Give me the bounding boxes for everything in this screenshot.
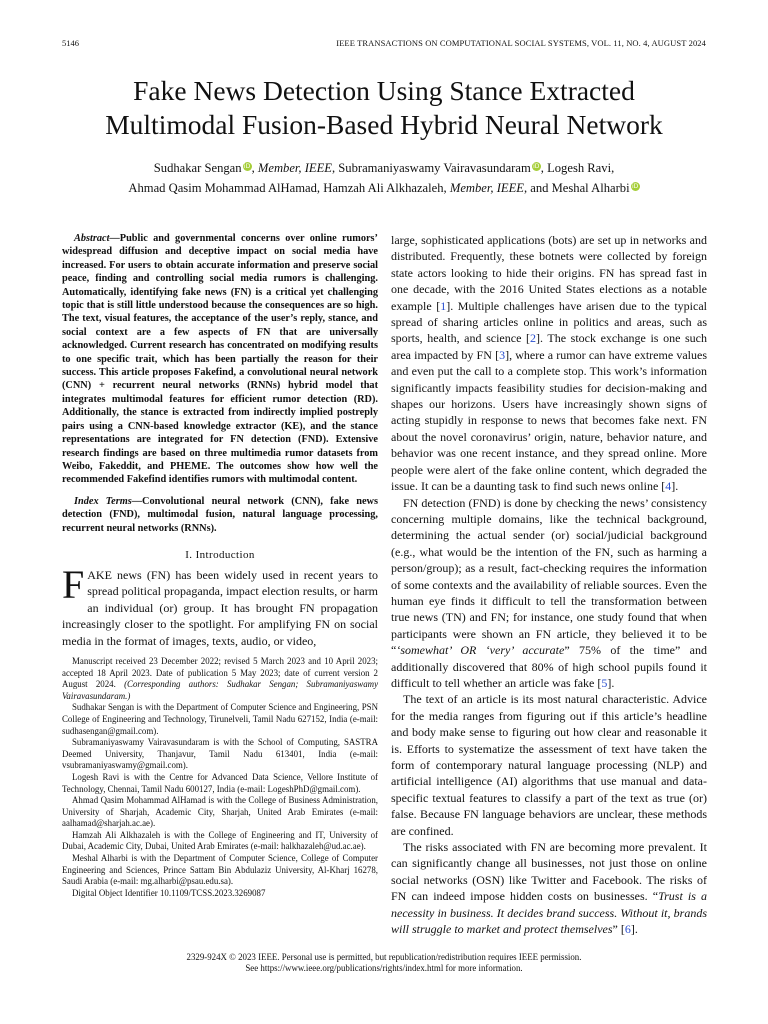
footnote-manuscript: Manuscript received 23 December 2022; revised 5 March 2023 and 10 April 2023; accepted 18 April 2023. Date of publication 5 May 2023; date of current version 2 August 2024. (Corresponding authors: Sudhakar Sengan; Subramaniyaswamy Vairavasundaram.): [62, 655, 379, 701]
footnote-affiliation: Subramaniyaswamy Vairavasundaram is with the School of Computing, SASTRA Deemed University, Thanjavur, Tamil Nadu 613401, India (e-mail: vsubramaniyaswamy@gmail.com).: [62, 737, 378, 771]
author-list: Sudhakar Sengan iD, Member, IEEE, Subramaniyaswamy Vairavasundaram iD, Logesh Ravi, Ahmad Qasim Mohammad AlHamad, Hamzah Ali Alkhazaleh, Member, IEEE, and Meshal Alharbi iD: [128, 161, 639, 195]
footnote-affiliation: Logesh Ravi is with the Centre for Advanced Data Science, Vellore Institute of Technology, Chennai, Tamil Nadu 600127, India (e-mail: LogeshPhD@gmail.com).: [62, 771, 378, 794]
author-name: Logesh Ravi: [547, 161, 612, 175]
copyright-footer: [40, 952, 728, 974]
title-line-1: Fake News Detection Using Stance Extracted: [133, 75, 635, 106]
footnote-affiliation: Hamzah Ali Alkhazaleh is with the College of Engineering and IT, University of Dubai, Academic City, Dubai, United Arab Emirates (e-mail: halkhazaleh@ud.ac.ae).: [62, 829, 378, 852]
intro-text: AKE news (FN) has been widely used in recent years to spread political propaganda, impact election results, or harm an individual (or) group. It has brought FN propagation increasingly closer to the spotlight. For amplifying FN on social media in the format of images, texts, audio, or video,: [62, 567, 378, 648]
footnote-corresponding: (Corresponding authors: Sudhakar Sengan; Subramaniyaswamy Vairavasundaram.): [62, 679, 379, 701]
body-paragraph: The text of an article is its most natural characteristic. Advice for the media ranges from figuring out if this article’s headline and body make sense to figuring out how clear and reasonable it is. Efforts to systematize the assessment of text have taken the form of contemporary natural language processing (NLP) and artificial intelligence (AI) algorithms that use manual and data-specific textual features to classify a part of the text as true (or) false. Because FN language behaviors are unclear, these methods are confined.: [391, 692, 707, 838]
drop-cap: F: [62, 561, 85, 607]
quoted-text: Trust is a necessity in business. It decides brand success. Without it, brands will struggle to market and protect themselves: [391, 889, 707, 937]
author-name: Meshal Alharbi: [551, 181, 630, 195]
author-role: Member, IEEE: [257, 161, 332, 175]
author-conjunction: and: [530, 181, 549, 195]
author-name: Subramaniyaswamy Vairavasundaram: [338, 161, 531, 175]
rights-url-line: See https://www.ieee.org/publications/rights/index.html for more information.: [245, 963, 523, 973]
author-name: Hamzah Ali Alkhazaleh: [323, 181, 444, 195]
footnote-affiliation: Meshal Alharbi is with the Department of Computer Science, College of Computer Engineering and Sciences, Prince Sattam Bin Abdulaziz University, Al-Kharj 16278, Saudi Arabia (e-mail: mg.alharbi@psau.edu.sa).: [62, 853, 378, 887]
left-column: [62, 232, 378, 899]
footnote-affiliation: Sudhakar Sengan is with the Department of Computer Science and Engineering, PSN College of Engineering and Technology, Tirunelveli, Tamil Nadu 627152, India (e-mail: sudhasengan@gmail.com).: [62, 702, 378, 736]
orcid-icon[interactable]: iD: [533, 163, 540, 170]
abstract: [62, 232, 378, 487]
index-terms-label: Index Terms—: [74, 495, 143, 507]
abstract-label: Abstract—: [74, 233, 120, 244]
right-column: [391, 232, 707, 937]
section-heading-introduction: I. Introduction: [185, 548, 255, 561]
author-name: Ahmad Qasim Mohammad AlHamad: [128, 181, 317, 195]
body-paragraph: large, sophisticated applications (bots) are set up in networks and distributed. Frequently, these botnets were collected by foreign state actors looking to hide their origins. FN has spread fast in one decade, with the 2016 United States elections as a notable example [1]. Multiple challenges have arisen due to the typical spread of sharing articles online in politics and areas, such as sports, health, and science [2]. The stock exchange is one such area impacted by FN [3], where a rumor can have extreme values and even put the call to a complete stop. This work’s information significantly impacts feasibility studies for decision-making and shapes our horizons. Users have increasingly shown signs of acting stupidly in response to news that becomes fake next. FN about the novel coronavirus’ origin, nature, behavior nature, and behavior was one recent instance, and they spread online. More people were alert of the fake online content, which degraded the issue. It can be a daunting task to find such news online [4].: [391, 233, 707, 494]
quoted-text: ‘somewhat’ OR ‘very’ accurate: [396, 643, 565, 658]
citation-link[interactable]: 5: [601, 675, 608, 690]
citation-link[interactable]: 4: [665, 479, 672, 494]
orcid-icon[interactable]: iD: [631, 183, 639, 190]
copyright-line: 2329-924X © 2023 IEEE. Personal use is permitted, but republication/redistribution requires IEEE permission.: [186, 952, 582, 962]
index-terms: [62, 495, 378, 535]
paper-title: [40, 74, 728, 142]
intro-paragraph: [62, 561, 378, 649]
footnote-affiliation: Ahmad Qasim Mohammad AlHamad is with the College of Business Administration, University of Sharjah, Academic City, Sharjah, United Arab Emirates (e-mail: aalhamad@sharjah.ac.ae).: [62, 795, 378, 829]
author-role: Member, IEEE: [449, 181, 524, 195]
footnotes: [62, 656, 378, 899]
citation-link[interactable]: 2: [530, 331, 537, 346]
citation-link[interactable]: 3: [499, 347, 506, 362]
citation-link[interactable]: 1: [440, 298, 447, 313]
orcid-icon[interactable]: iD: [243, 163, 251, 170]
citation-link[interactable]: 6: [624, 922, 631, 937]
abstract-text: Public and governmental concerns over online rumors’ widespread diffusion and deceptive impact on social media have increased. For users to obtain accurate information and preserve social peace, finding and controlling social media rumors is challenging. Automatically, identifying fake news (FN) is a critical yet challenging topic that is still little understood because the consequences are so high. The text, visual features, the acceptance of the user’s reply, stance, and social context are a few aspects of FN that are universally acknowledged. Current research has concentrated on modifying results to one specific trait, which has been partially the reason for their success. This article proposes Fakefind, a convolutional neural network (CNN) + recurrent neural networks (RNNs) hybrid model that integrates multimodal features for efficient rumor detection (RD). Additionally, the stance is extracted from indirectly implied postreply pairs using a CNN-based knowledge extractor (KE), and the stance representations are integrated for FN detection (FND). Extensive research findings are based on three multimedia rumor datasets from Weibo, Fakeddit, and PHEME. The outcomes show how well the recommended Fakefind identifies rumors with multimodal content.: [62, 233, 378, 486]
page-number: 5146: [62, 38, 79, 48]
body-paragraph: FN detection (FND) is done by checking the news’ consistency concerning multiple domains, like the technical background, determining the actual sender (or) social/judicial background (e.g., what would be the intention of the FN, such as harming a person/group); as a result, fact-checking requires the information of some contexts and the availability of reliable sources. Even the human eye finds it difficult to tell the transformation between true news (TN) and FN; for instance, one study found that when participants were shown an FN article, they believed it to be “‘somewhat’ OR ‘very’ accurate” 75% of the time” and additionally discovered that 80% of high school pupils found it difficult to tell whether an article was fake [5].: [391, 495, 707, 690]
footnote-doi: Digital Object Identifier 10.1109/TCSS.2023.3269087: [72, 887, 266, 898]
body-paragraph: The risks associated with FN are becoming more prevalent. It can significantly change all businesses, not just those on online social networks (OSN) like Twitter and Facebook. The risks of FN can indeed impose hidden costs on businesses. “Trust is a necessity in business. It decides brand success. Without it, brands will struggle to market and protect themselves” [6].: [391, 840, 707, 937]
running-header: IEEE TRANSACTIONS ON COMPUTATIONAL SOCIAL SYSTEMS, VOL. 11, NO. 4, AUGUST 2024: [336, 38, 706, 48]
title-line-2: Multimodal Fusion-Based Hybrid Neural Network: [105, 109, 663, 140]
author-name: Sudhakar Sengan: [153, 161, 242, 175]
index-terms-text: Convolutional neural network (CNN), fake news detection (FND), multimodal fusion, natural language processing, recurrent neural networks (RNNs).: [62, 495, 378, 534]
